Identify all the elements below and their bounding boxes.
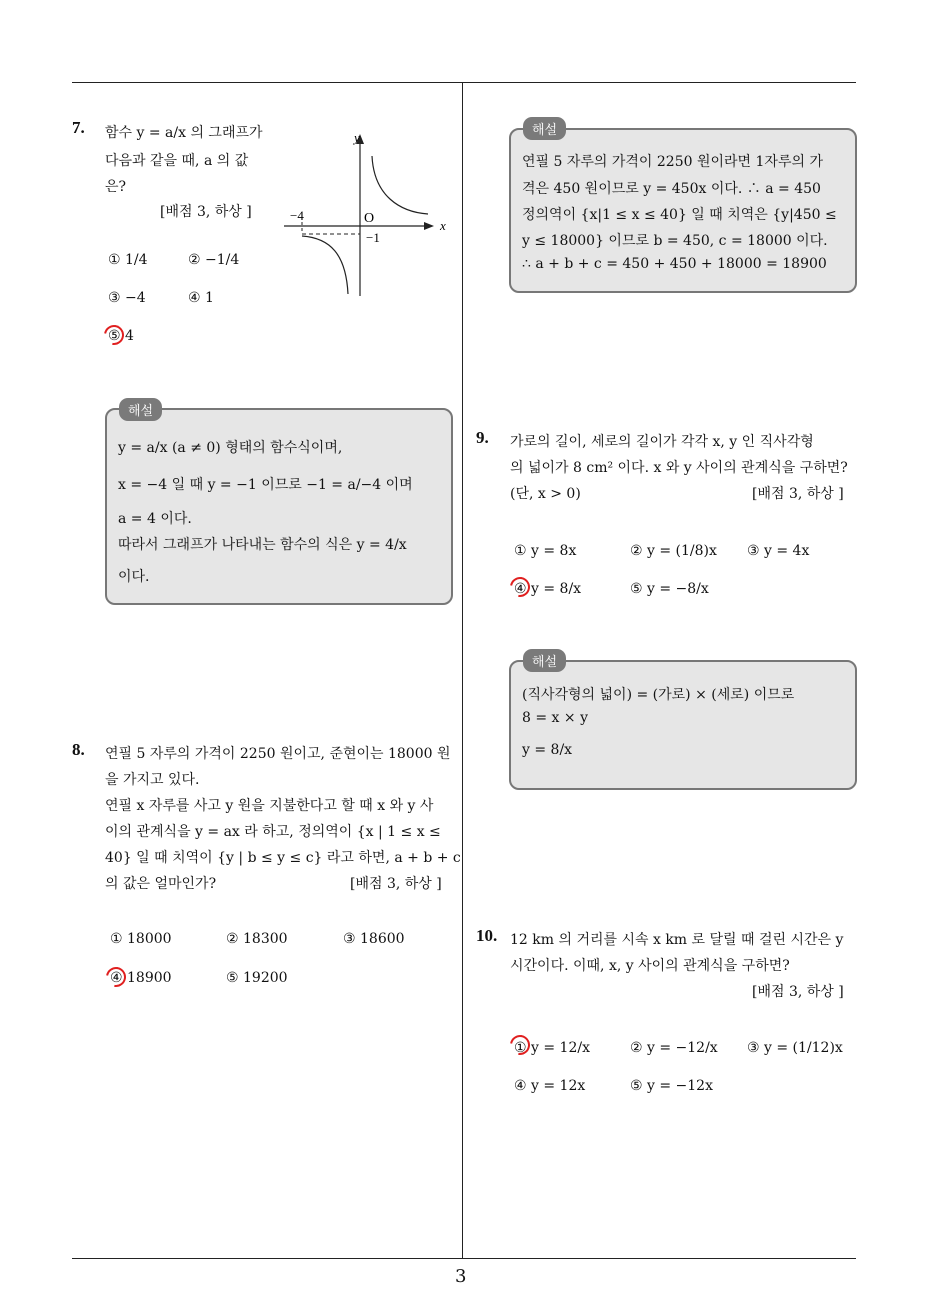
page-number: 3 [455, 1266, 467, 1287]
question-8-text-line5: 40} 일 때 치역이 {y | b ≤ y ≤ c} 라고 하면, a + b + c [105, 850, 461, 866]
question-10-points: [배점 3, 하상 ] [752, 984, 844, 1000]
q9-choice-3[interactable]: ③ y = 4x [747, 543, 810, 559]
question-8-text-line3: 연필 x 자루를 사고 y 원을 지불한다고 할 때 x 와 y 사 [105, 798, 434, 814]
q7-solution-tag: 해설 [119, 398, 162, 421]
q7-choice-1[interactable]: ① 1/4 [108, 252, 148, 268]
question-9-text-line3: (단, x > 0) [510, 486, 581, 502]
question-7-number: 7. [72, 118, 85, 137]
question-8-points: [배점 3, 하상 ] [350, 876, 442, 892]
question-9-number: 9. [476, 428, 489, 447]
q10-choice-3[interactable]: ③ y = (1/12)x [747, 1040, 843, 1056]
q7-choice-5[interactable]: ⑤ 4 [108, 328, 134, 344]
q9-solution-line1: (직사각형의 넓이) = (가로) × (세로) 이므로 [522, 687, 795, 703]
question-8-text-line2: 을 가지고 있다. [105, 772, 200, 788]
q9-solution-line2: 8 = x × y [522, 710, 588, 726]
q8-choice-4[interactable]: ④ 18900 [110, 970, 172, 986]
answer-mark-circle [102, 963, 130, 991]
hyperbola-graph [280, 126, 450, 306]
bottom-rule [72, 1258, 856, 1259]
question-7-text-line2: 다음과 같을 때, a 의 값 [105, 153, 249, 169]
q7-solution-line5: 이다. [118, 569, 150, 585]
q10-choice-2[interactable]: ② y = −12/x [630, 1040, 718, 1056]
question-8-text-line6: 의 값은 얼마인가? [105, 876, 217, 892]
q7-choice-2[interactable]: ② −1/4 [188, 252, 240, 268]
q9-solution-tag: 해설 [523, 649, 566, 672]
question-10-text-line1: 12 km 의 거리를 시속 x km 로 달릴 때 걸린 시간은 y [510, 932, 844, 948]
question-8-text-line1: 연필 5 자루의 가격이 2250 원이고, 준현이는 18000 원 [105, 746, 451, 762]
graph-origin-label: O [364, 211, 375, 226]
q9-solution-line3: y = 8/x [522, 742, 573, 758]
question-8-text-line4: 이의 관계식을 y = ax 라 하고, 정의역이 {x | 1 ≤ x ≤ [105, 824, 441, 840]
q9-choice-5[interactable]: ⑤ y = −8/x [630, 581, 709, 597]
q10-choice-4[interactable]: ④ y = 12x [514, 1078, 586, 1094]
q8-solution-line5: ∴ a + b + c = 450 + 450 + 18000 = 18900 [522, 256, 827, 272]
q10-choice-1[interactable]: ① y = 12/x [514, 1040, 590, 1056]
q8-solution-line2: 격은 450 원이므로 y = 450x 이다. ∴ a = 450 [522, 181, 821, 197]
graph-x-label: x [440, 218, 446, 233]
graph-x-tick: −4 [290, 208, 304, 223]
q8-choice-3[interactable]: ③ 18600 [343, 931, 405, 947]
question-7-points: [배점 3, 하상 ] [160, 204, 252, 220]
top-rule [72, 82, 856, 83]
q8-choice-1[interactable]: ① 18000 [110, 931, 172, 947]
graph-y-label: y [354, 130, 360, 145]
q8-choice-5[interactable]: ⑤ 19200 [226, 970, 288, 986]
q8-solution-line4: y ≤ 18000} 이므로 b = 450, c = 18000 이다. [522, 233, 828, 249]
q8-solution-line1: 연필 5 자루의 가격이 2250 원이라면 1자루의 가 [522, 154, 823, 170]
question-10-number: 10. [476, 926, 498, 945]
q7-solution-line2: x = −4 일 때 y = −1 이므로 −1 = a/−4 이며 [118, 477, 413, 493]
q9-choice-4[interactable]: ④ y = 8/x [514, 581, 582, 597]
question-7-text-line1: 함수 y = a/x 의 그래프가 [105, 125, 263, 141]
q8-solution-line3: 정의역이 {x|1 ≤ x ≤ 40} 일 때 치역은 {y|450 ≤ [522, 207, 837, 223]
q7-solution-line4: 따라서 그래프가 나타내는 함수의 식은 y = 4/x [118, 537, 407, 553]
question-10-text-line2: 시간이다. 이때, x, y 사이의 관계식을 구하면? [510, 958, 790, 974]
question-9-text-line2: 의 넓이가 8 cm² 이다. x 와 y 사이의 관계식을 구하면? [510, 460, 848, 476]
question-9-text-line1: 가로의 길이, 세로의 길이가 각각 x, y 인 직사각형 [510, 434, 814, 450]
question-9-points: [배점 3, 하상 ] [752, 486, 844, 502]
question-7-text-line3: 은? [105, 179, 127, 195]
q10-choice-5[interactable]: ⑤ y = −12x [630, 1078, 713, 1094]
answer-mark-circle [100, 321, 128, 349]
graph-y-tick: −1 [366, 230, 380, 245]
q7-choice-4[interactable]: ④ 1 [188, 290, 214, 306]
q8-choice-2[interactable]: ② 18300 [226, 931, 288, 947]
question-8-number: 8. [72, 740, 85, 759]
q9-choice-2[interactable]: ② y = (1/8)x [630, 543, 717, 559]
q9-choice-1[interactable]: ① y = 8x [514, 543, 577, 559]
q8-solution-tag: 해설 [523, 117, 566, 140]
q7-solution-line1: y = a/x (a ≠ 0) 형태의 함수식이며, [118, 440, 343, 456]
column-divider [462, 82, 463, 1259]
q7-solution-line3: a = 4 이다. [118, 511, 192, 527]
q7-choice-3[interactable]: ③ −4 [108, 290, 146, 306]
